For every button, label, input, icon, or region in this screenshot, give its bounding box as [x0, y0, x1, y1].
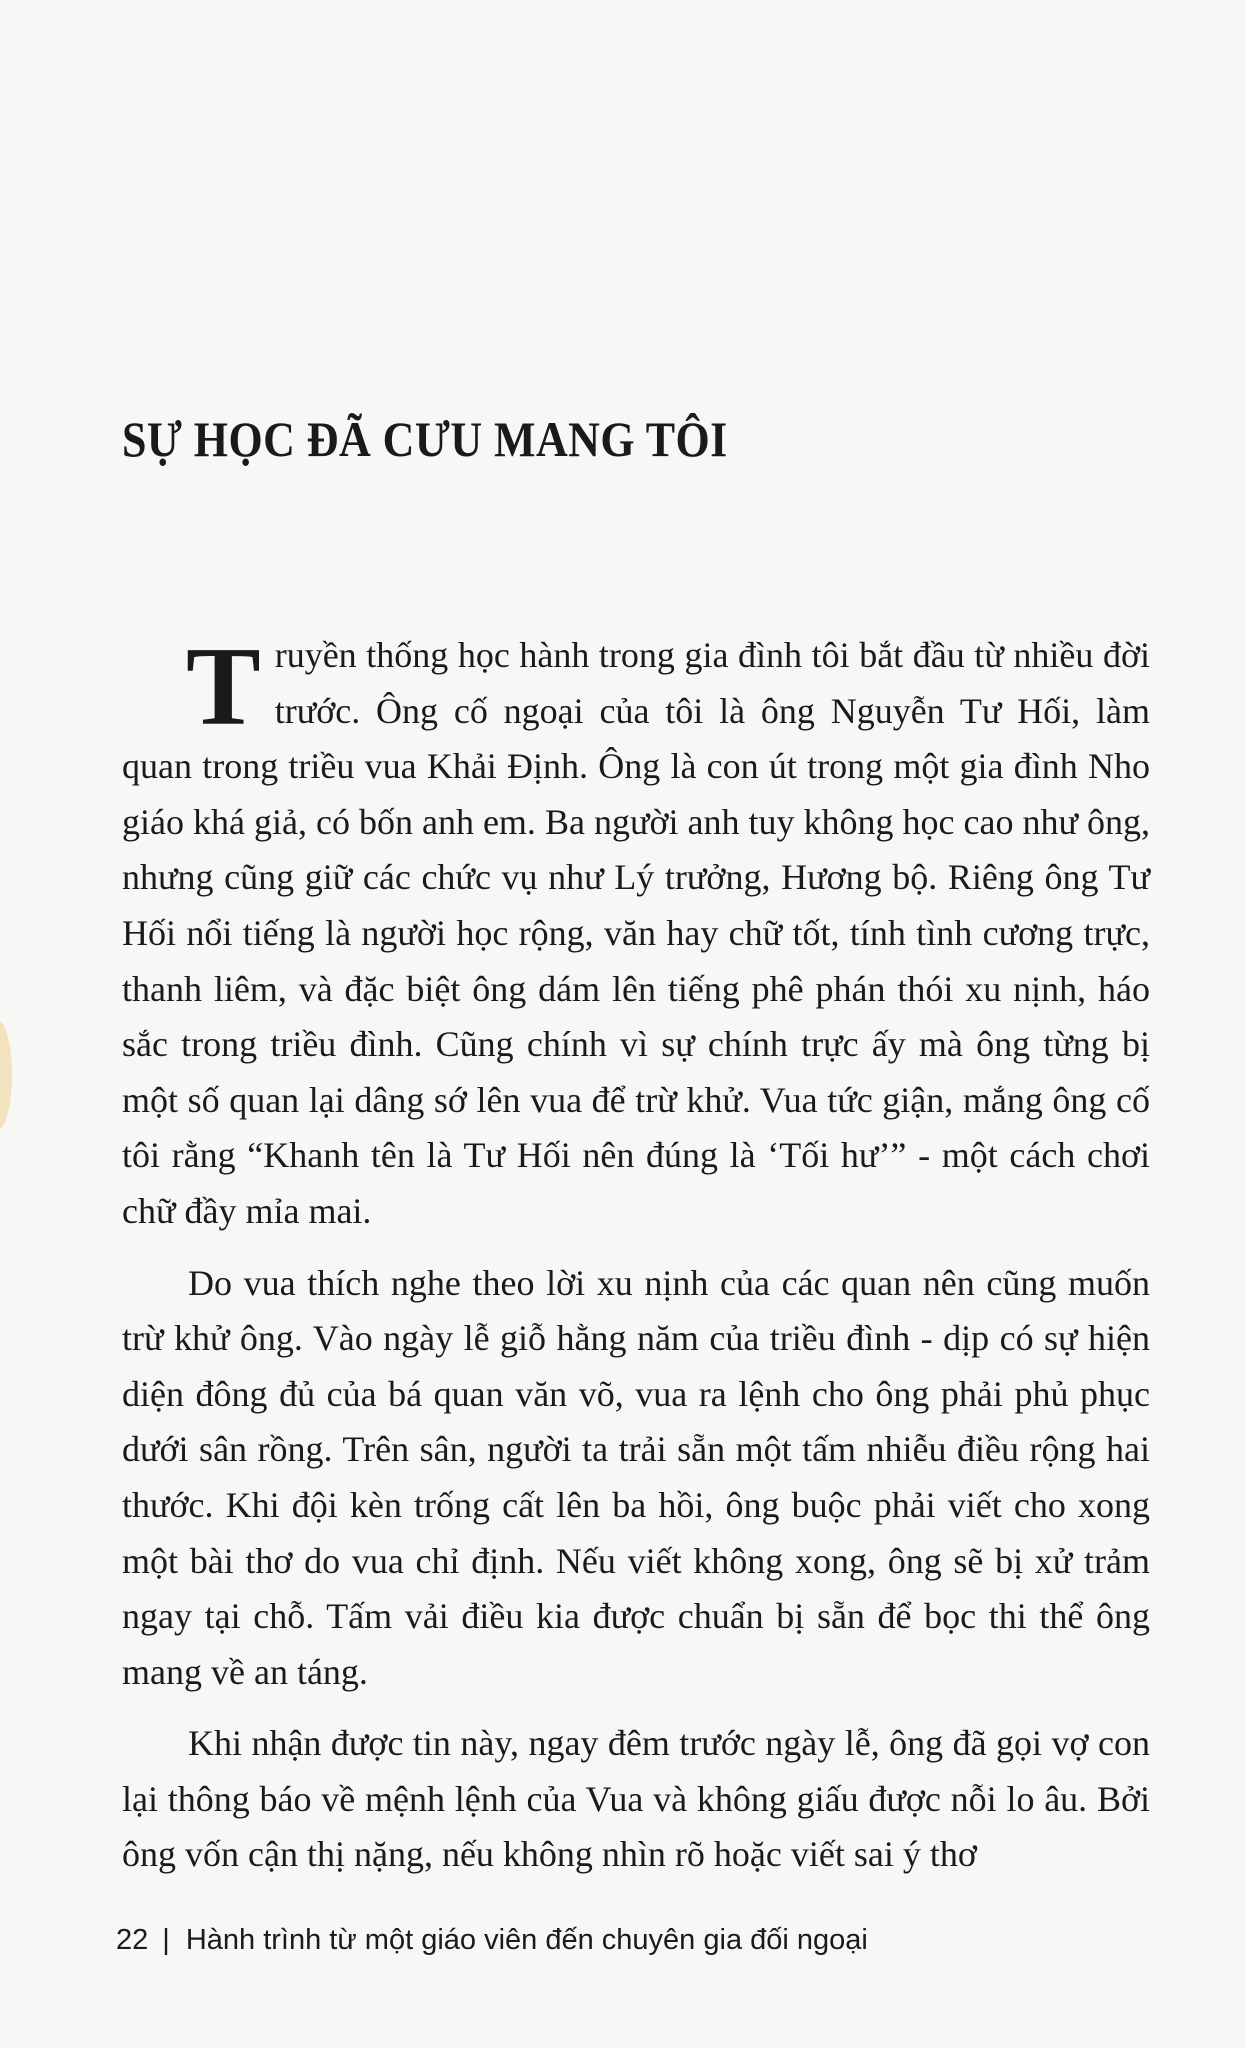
paragraph-1-text: ruyền thống học hành trong gia đình tôi bắt đầu từ nhiều đời trước. Ông cố ngoại của tôi là ông Nguyễn Tư Hối, làm quan trong triều vua Khải Định. Ông là con út trong một gia đình Nho giáo khá giả, có bốn anh em. Ba người anh tuy không học cao như ông, nhưng cũng giữ các chức vụ như Lý trưởng, Hương bộ. Riêng ông Tư Hối nổi tiếng là người học rộng, văn hay chữ tốt, tính tình cương trực, thanh liêm, và đặc biệt ông dám lên tiếng phê phán thói xu nịnh, háo sắc trong triều đình. Cũng chính vì sự chính trực ấy mà ông từng bị một số quan lại dâng sớ lên vua để trừ khử. Vua tức giận, mắng ông cố tôi rằng “Khanh tên là Tư Hối nên đúng là ‘Tối hư’” - một cách chơi chữ đầy mỉa mai. — [122, 635, 1150, 1231]
paragraph-2: Do vua thích nghe theo lời xu nịnh của các quan nên cũng muốn trừ khử ông. Vào ngày lễ giỗ hằng năm của triều đình - dịp có sự hiện diện đông đủ của bá quan văn võ, vua ra lệnh cho ông phải phủ phục dưới sân rồng. Trên sân, người ta trải sẵn một tấm nhiễu điều rộng hai thước. Khi đội kèn trống cất lên ba hồi, ông buộc phải viết cho xong một bài thơ do vua chỉ định. Nếu viết không xong, ông sẽ bị xử trảm ngay tại chỗ. Tấm vải điều kia được chuẩn bị sẵn để bọc thi thể ông mang về an táng. — [122, 1262, 1150, 1692]
body-text — [122, 625, 1150, 1899]
drop-cap: T — [186, 625, 261, 749]
page-edge-stain — [0, 1020, 12, 1130]
page-footer — [116, 1924, 868, 1957]
paragraph-1 — [122, 625, 1150, 1240]
paragraph-3: Khi nhận được tin này, ngay đêm trước ngày lễ, ông đã gọi vợ con lại thông báo về mệnh lệnh của Vua và không giấu được nỗi lo âu. Bởi ông vốn cận thị nặng, nếu không nhìn rõ hoặc viết sai ý thơ — [122, 1723, 1150, 1875]
chapter-title: SỰ HỌC ĐÃ CƯU MANG TÔI — [122, 411, 728, 467]
footer-separator: | — [162, 1924, 170, 1956]
running-title: Hành trình từ một giáo viên đến chuyên gia đối ngoại — [185, 1924, 868, 1956]
page-number: 22 — [116, 1924, 149, 1956]
